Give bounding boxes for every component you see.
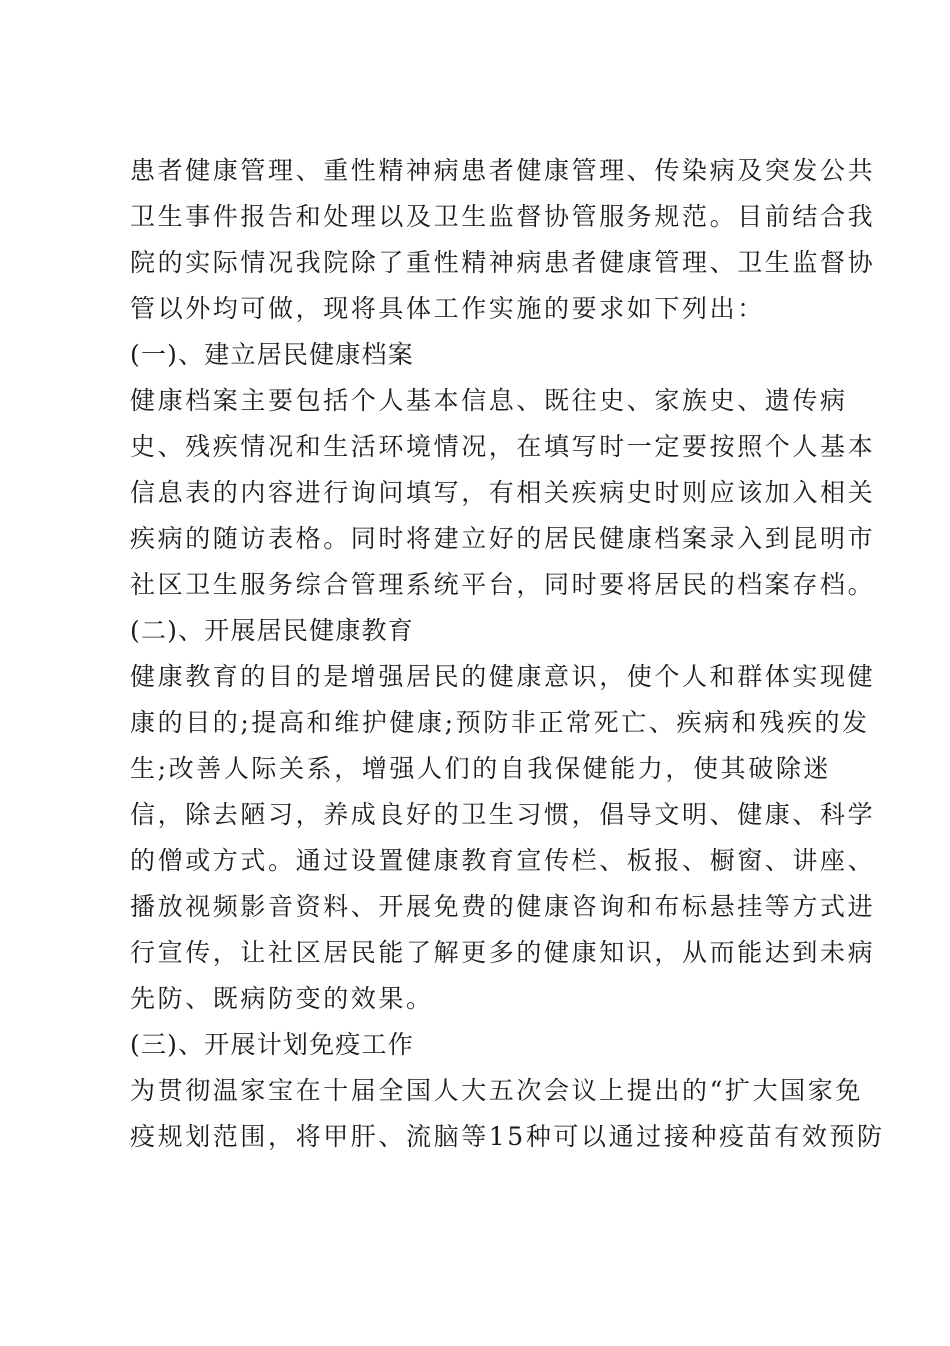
text-line: 康的目的;提高和维护健康;预防非正常死亡、疾病和残疾的发 [130,708,870,737]
text-line: 疫规划范围，将甲肝、流脑等15种可以通过接种疫苗有效预防 [130,1122,885,1151]
text-line: 生;改善人际关系，增强人们的自我保健能力，使其破除迷 [130,754,832,783]
text-line: 史、残疾情况和生活环境情况，在填写时一定要按照个人基本 [130,432,876,461]
text-line: 患者健康管理、重性精神病患者健康管理、传染病及突发公共 [130,156,876,185]
text-line: 疾病的随访表格。同时将建立好的居民健康档案录入到昆明市 [130,524,876,553]
text-line: 为贯彻温家宝在十届全国人大五次会议上提出的“扩大国家免 [130,1076,863,1105]
text-line: 管以外均可做，现将具体工作实施的要求如下列出： [130,294,765,323]
section-heading-1: (一)、建立居民健康档案 [130,340,414,369]
text-line: 院的实际情况我院除了重性精神病患者健康管理、卫生监督协 [130,248,876,277]
body-text [130,148,885,1160]
text-line: 信息表的内容进行询问填写，有相关疾病史时则应该加入相关 [130,478,876,507]
text-line: 播放视频影音资料、开展免费的健康咨询和布标悬挂等方式进 [130,892,876,921]
text-line: 信，除去陋习，养成良好的卫生习惯，倡导文明、健康、科学 [130,800,876,829]
section-heading-3: (三)、开展计划免疫工作 [130,1030,414,1059]
text-line: 社区卫生服务综合管理系统平台，同时要将居民的档案存档。 [130,570,876,599]
text-line: 卫生事件报告和处理以及卫生监督协管服务规范。目前结合我 [130,202,876,231]
text-line: 健康档案主要包括个人基本信息、既往史、家族史、遗传病 [130,386,848,415]
text-line: 行宣传，让社区居民能了解更多的健康知识，从而能达到未病 [130,938,876,967]
text-line: 先防、既病防变的效果。 [130,984,434,1013]
text-line: 健康教育的目的是增强居民的健康意识，使个人和群体实现健 [130,662,876,691]
section-heading-2: (二)、开展居民健康教育 [130,616,414,645]
text-line: 的僧或方式。通过设置健康教育宣传栏、板报、橱窗、讲座、 [130,846,876,875]
